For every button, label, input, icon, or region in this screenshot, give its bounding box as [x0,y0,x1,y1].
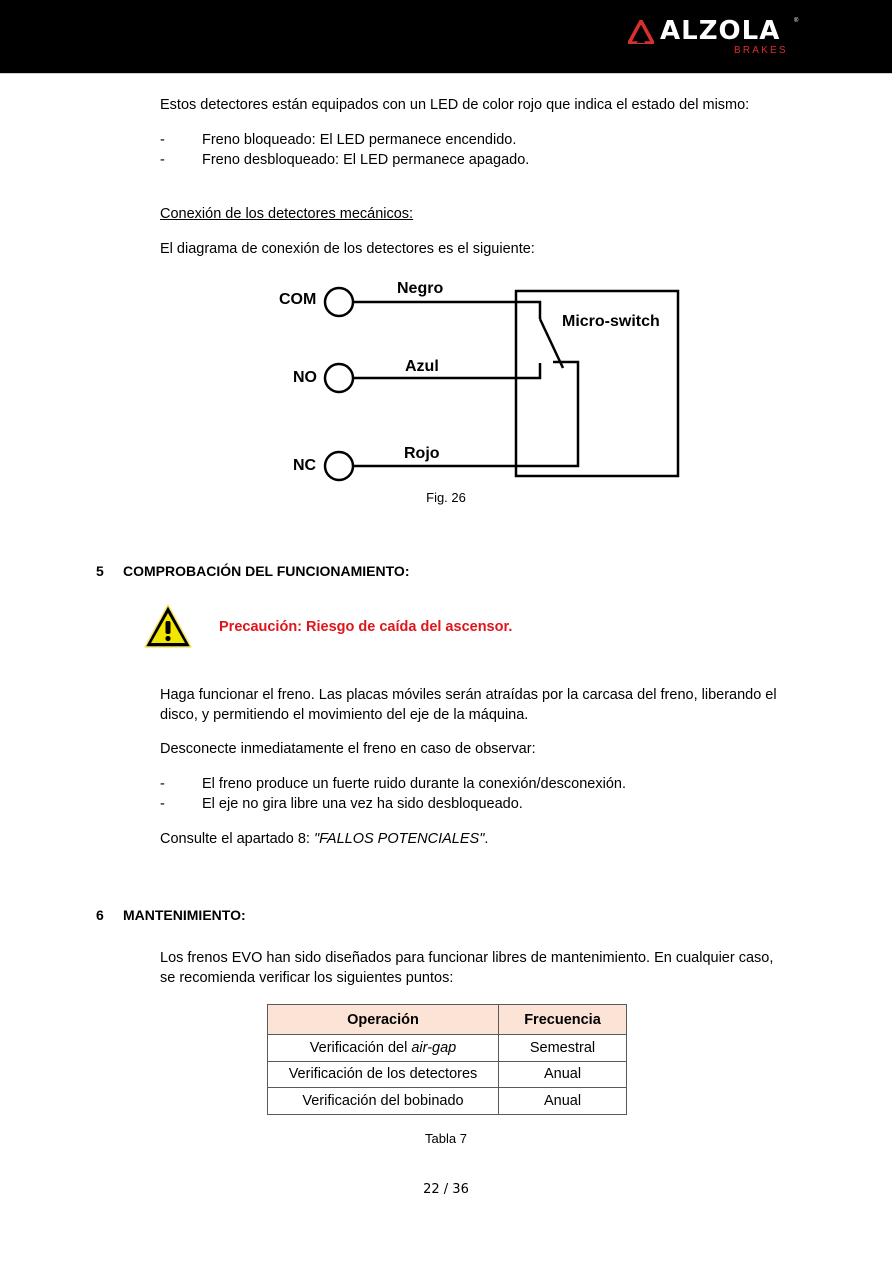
maintenance-table [267,1004,627,1115]
paragraph-line: se recomienda verificar los siguientes puntos: [160,970,454,986]
check-item: El eje no gira libre una vez ha sido desbloqueado. [202,796,523,812]
bullet-dash: - [160,152,165,168]
operation-cell [268,1088,499,1115]
frequency-cell: Semestral [499,1035,627,1062]
wire-azul-label: Azul [405,358,439,375]
wiring-diagram [270,278,690,488]
terminal-no-circle [325,364,353,392]
micro-switch-label: Micro-switch [562,313,660,330]
wire-negro [353,302,540,319]
warning-text: Precaución: Riesgo de caída del ascensor. [219,619,513,635]
terminal-nc-circle [325,452,353,480]
paragraph-text: Desconecte inmediatamente el freno en caso de observar: [160,741,536,757]
led-intro-text: Estos detectores están equipados con un LED de color rojo que indica el estado del mismo: [160,97,750,113]
table-caption: Tabla 7 [425,1131,467,1146]
alzola-logo [628,18,798,58]
operation-cell [268,1035,499,1062]
frequency-cell: Anual [499,1061,627,1088]
header-frecuencia: Frecuencia [499,1005,627,1035]
wiring-diagram-svg [270,278,690,488]
registered-mark: ® [794,18,799,24]
switch-lever [540,319,563,368]
consult-reference [160,830,488,848]
wire-rojo-label: Rojo [404,445,440,462]
brand-subtitle: BRAKES [734,45,788,56]
check-item: El freno produce un fuerte ruido durante la conexión/desconexión. [202,776,627,792]
led-state-unlocked: Freno desbloqueado: El LED permanece apagado. [202,152,530,168]
operation-cell [268,1061,499,1088]
terminal-no-label: NO [293,369,317,386]
bullet-dash: - [160,132,165,148]
paragraph-line: disco, y permitiendo el movimiento del eje de la máquina. [160,707,529,723]
frequency-cell: Anual [499,1088,627,1115]
header-operacion: Operación [268,1005,499,1035]
paragraph-line: Haga funcionar el freno. Las placas móviles serán atraídas por la carcasa del freno, liberando el [160,687,777,703]
brand-name: ALZOLA [660,16,781,46]
paragraph-line: Los frenos EVO han sido diseñados para funcionar libres de mantenimiento. En cualquier caso, [160,950,774,966]
connection-heading: Conexión de los detectores mecánicos: [160,206,414,222]
warning-triangle-icon [143,603,193,649]
section-title: MANTENIMIENTO: [123,907,246,923]
terminal-nc-label: NC [293,457,317,474]
page-header [0,0,892,74]
logo-triangle-icon [628,20,654,44]
table-header-row [268,1005,627,1035]
section-number: 5 [96,563,104,579]
led-state-locked: Freno bloqueado: El LED permanece encendido. [202,132,517,148]
consult-ref-link: "FALLOS POTENCIALES" [313,831,485,847]
wire-negro-label: Negro [397,280,444,297]
bullet-dash: - [160,776,165,792]
page-number: 22 / 36 [423,1182,469,1197]
operation-italic-text: air-gap [411,1039,457,1056]
connection-text: El diagrama de conexión de los detectores es el siguiente: [160,241,535,257]
operation-text: Verificación del bobinado [302,1092,464,1109]
consult-suffix: . [484,831,489,847]
section-number: 6 [96,907,104,923]
table-row [268,1061,627,1088]
wire-azul [353,363,540,378]
bullet-dash: - [160,796,165,812]
section-title: COMPROBACIÓN DEL FUNCIONAMIENTO: [123,563,410,579]
operation-text: Verificación de los detectores [288,1066,478,1083]
terminal-com-label: COM [279,291,317,308]
consult-prefix: Consulte el apartado 8: [160,831,314,847]
table-row [268,1035,627,1062]
terminal-com-circle [325,288,353,316]
operation-text: Verificación del [309,1039,412,1056]
table-row [268,1088,627,1115]
figure-caption: Fig. 26 [426,490,466,505]
